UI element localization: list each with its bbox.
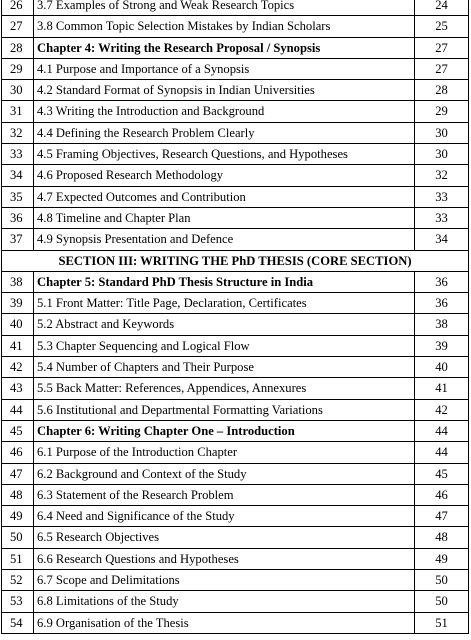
row-number: 48 bbox=[2, 484, 34, 505]
toc-row bbox=[2, 442, 469, 463]
row-number: 43 bbox=[2, 378, 34, 399]
topic-title: 6.5 Research Objectives bbox=[34, 527, 415, 548]
topic-title: 4.2 Standard Format of Synopsis in Indian Universities bbox=[34, 80, 415, 101]
topic-title: 4.5 Framing Objectives, Research Questions, and Hypotheses bbox=[34, 144, 415, 165]
topic-title: 6.6 Research Questions and Hypotheses bbox=[34, 548, 415, 569]
toc-body bbox=[2, 0, 469, 633]
row-number: 38 bbox=[2, 271, 34, 292]
topic-title: 4.3 Writing the Introduction and Background bbox=[34, 101, 415, 122]
toc-row bbox=[2, 357, 469, 378]
chapter-title: Chapter 4: Writing the Research Proposal / Synopsis bbox=[34, 37, 415, 58]
page-number: 39 bbox=[415, 335, 469, 356]
chapter-row bbox=[2, 271, 469, 292]
toc-row bbox=[2, 570, 469, 591]
row-number: 30 bbox=[2, 80, 34, 101]
toc-row bbox=[2, 314, 469, 335]
page-number: 47 bbox=[415, 506, 469, 527]
toc-row bbox=[2, 101, 469, 122]
page-number: 30 bbox=[415, 144, 469, 165]
topic-title: 5.3 Chapter Sequencing and Logical Flow bbox=[34, 335, 415, 356]
topic-title: 6.4 Need and Significance of the Study bbox=[34, 506, 415, 527]
toc-row bbox=[2, 463, 469, 484]
row-number: 45 bbox=[2, 420, 34, 441]
page-number: 30 bbox=[415, 122, 469, 143]
toc-row bbox=[2, 378, 469, 399]
chapter-row bbox=[2, 37, 469, 58]
row-number: 40 bbox=[2, 314, 34, 335]
toc-row bbox=[2, 591, 469, 612]
row-number: 39 bbox=[2, 293, 34, 314]
row-number: 44 bbox=[2, 399, 34, 420]
page-number: 46 bbox=[415, 484, 469, 505]
topic-title: 5.1 Front Matter: Title Page, Declaration, Certificates bbox=[34, 293, 415, 314]
page-number: 27 bbox=[415, 58, 469, 79]
row-number: 41 bbox=[2, 335, 34, 356]
topic-title: 4.9 Synopsis Presentation and Defence bbox=[34, 229, 415, 250]
row-number: 34 bbox=[2, 165, 34, 186]
page-number: 28 bbox=[415, 80, 469, 101]
page-number: 33 bbox=[415, 207, 469, 228]
toc-row bbox=[2, 186, 469, 207]
toc-row bbox=[2, 506, 469, 527]
toc-row bbox=[2, 122, 469, 143]
topic-title: 4.4 Defining the Research Problem Clearly bbox=[34, 122, 415, 143]
page-number: 44 bbox=[415, 442, 469, 463]
toc-row bbox=[2, 207, 469, 228]
topic-title: 5.4 Number of Chapters and Their Purpose bbox=[34, 357, 415, 378]
row-number: 29 bbox=[2, 58, 34, 79]
page-number: 34 bbox=[415, 229, 469, 250]
toc-row bbox=[2, 229, 469, 250]
topic-title: 6.9 Organisation of the Thesis bbox=[34, 612, 415, 633]
page-number: 33 bbox=[415, 186, 469, 207]
page-number: 27 bbox=[415, 37, 469, 58]
toc-row bbox=[2, 58, 469, 79]
page-number: 44 bbox=[415, 420, 469, 441]
topic-title: 3.7 Examples of Strong and Weak Research Topics bbox=[34, 0, 415, 16]
chapter-title: Chapter 5: Standard PhD Thesis Structure in India bbox=[34, 271, 415, 292]
row-number: 51 bbox=[2, 548, 34, 569]
page-number: 36 bbox=[415, 271, 469, 292]
page-number: 38 bbox=[415, 314, 469, 335]
chapter-title: Chapter 6: Writing Chapter One – Introduction bbox=[34, 420, 415, 441]
row-number: 36 bbox=[2, 207, 34, 228]
topic-title: 6.3 Statement of the Research Problem bbox=[34, 484, 415, 505]
row-number: 52 bbox=[2, 570, 34, 591]
row-number: 31 bbox=[2, 101, 34, 122]
topic-title: 5.2 Abstract and Keywords bbox=[34, 314, 415, 335]
row-number: 32 bbox=[2, 122, 34, 143]
topic-title: 3.8 Common Topic Selection Mistakes by Indian Scholars bbox=[34, 16, 415, 37]
row-number: 54 bbox=[2, 612, 34, 633]
toc-row bbox=[2, 144, 469, 165]
page-number: 41 bbox=[415, 378, 469, 399]
row-number: 46 bbox=[2, 442, 34, 463]
topic-title: 4.6 Proposed Research Methodology bbox=[34, 165, 415, 186]
topic-title: 4.1 Purpose and Importance of a Synopsis bbox=[34, 58, 415, 79]
page-number: 32 bbox=[415, 165, 469, 186]
row-number: 53 bbox=[2, 591, 34, 612]
page-number: 51 bbox=[415, 612, 469, 633]
toc-row bbox=[2, 293, 469, 314]
page-number: 40 bbox=[415, 357, 469, 378]
row-number: 28 bbox=[2, 37, 34, 58]
toc-row bbox=[2, 16, 469, 37]
page-number: 49 bbox=[415, 548, 469, 569]
page-number: 45 bbox=[415, 463, 469, 484]
row-number: 37 bbox=[2, 229, 34, 250]
topic-title: 4.8 Timeline and Chapter Plan bbox=[34, 207, 415, 228]
page-number: 50 bbox=[415, 591, 469, 612]
row-number: 47 bbox=[2, 463, 34, 484]
page-number: 50 bbox=[415, 570, 469, 591]
page-number: 42 bbox=[415, 399, 469, 420]
section-heading: SECTION III: WRITING THE PhD THESIS (CORE SECTION) bbox=[2, 250, 469, 271]
toc-row bbox=[2, 399, 469, 420]
toc-row bbox=[2, 612, 469, 633]
page-number: 25 bbox=[415, 16, 469, 37]
topic-title: 6.2 Background and Context of the Study bbox=[34, 463, 415, 484]
row-number: 33 bbox=[2, 144, 34, 165]
toc-row bbox=[2, 484, 469, 505]
section-heading-row bbox=[2, 250, 469, 271]
toc-row bbox=[2, 165, 469, 186]
toc-row bbox=[2, 527, 469, 548]
page-number: 36 bbox=[415, 293, 469, 314]
topic-title: 5.5 Back Matter: References, Appendices, Annexures bbox=[34, 378, 415, 399]
topic-title: 6.8 Limitations of the Study bbox=[34, 591, 415, 612]
page-number: 24 bbox=[415, 0, 469, 16]
toc-row bbox=[2, 548, 469, 569]
topic-title: 5.6 Institutional and Departmental Formatting Variations bbox=[34, 399, 415, 420]
row-number: 26 bbox=[2, 0, 34, 16]
page-number: 48 bbox=[415, 527, 469, 548]
toc-row bbox=[2, 0, 469, 16]
row-number: 27 bbox=[2, 16, 34, 37]
toc-row bbox=[2, 335, 469, 356]
chapter-row bbox=[2, 420, 469, 441]
page-number: 29 bbox=[415, 101, 469, 122]
row-number: 50 bbox=[2, 527, 34, 548]
topic-title: 6.7 Scope and Delimitations bbox=[34, 570, 415, 591]
topic-title: 6.1 Purpose of the Introduction Chapter bbox=[34, 442, 415, 463]
row-number: 42 bbox=[2, 357, 34, 378]
toc-row bbox=[2, 80, 469, 101]
row-number: 35 bbox=[2, 186, 34, 207]
table-of-contents bbox=[1, 0, 469, 634]
row-number: 49 bbox=[2, 506, 34, 527]
topic-title: 4.7 Expected Outcomes and Contribution bbox=[34, 186, 415, 207]
